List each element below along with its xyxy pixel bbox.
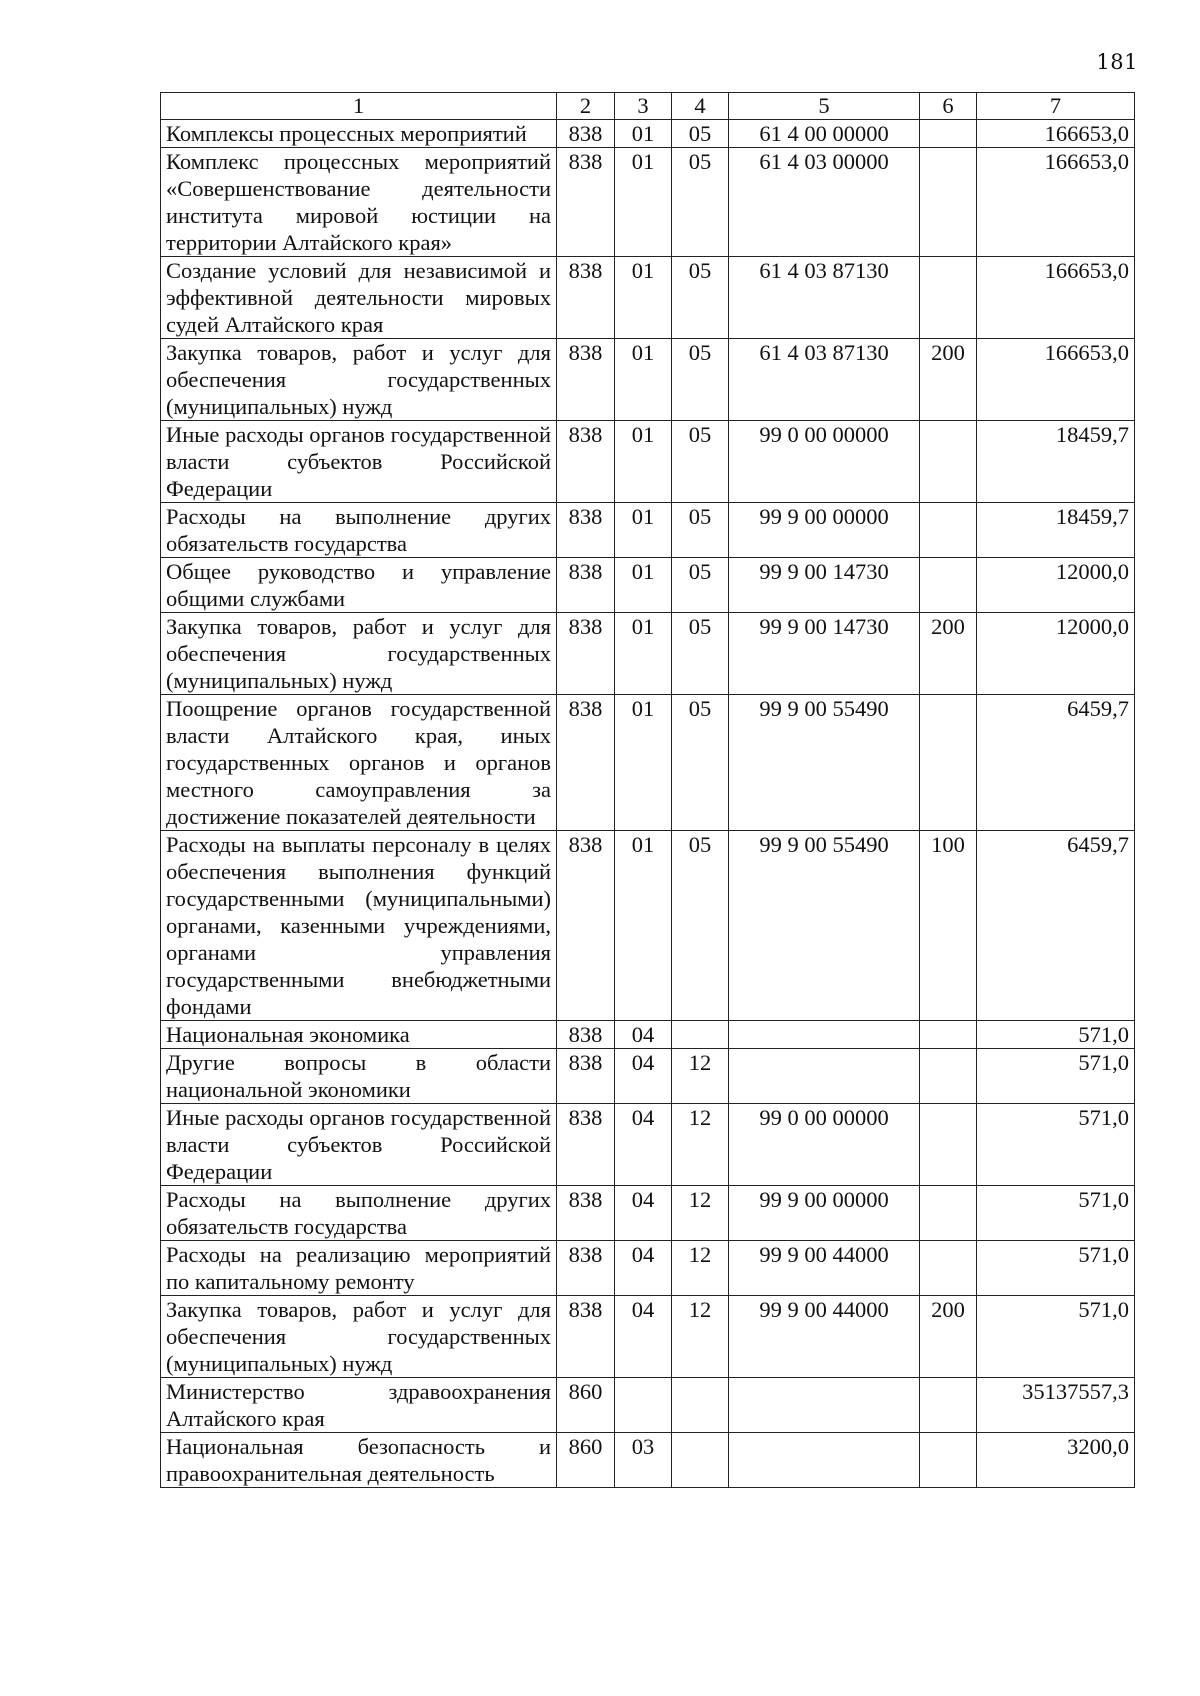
row-amount-cell: 18459,7 xyxy=(977,503,1135,558)
row-name-cell: Иные расходы органов государственной власти субъектов Российской Федерации xyxy=(161,1104,557,1186)
row-type-cell xyxy=(920,1378,977,1433)
table-row xyxy=(161,148,1135,257)
row-subsection-cell: 05 xyxy=(672,695,729,831)
row-code-cell: 838 xyxy=(557,558,615,613)
row-amount-cell: 166653,0 xyxy=(977,120,1135,148)
row-section-cell: 03 xyxy=(615,1433,672,1488)
row-code-cell: 838 xyxy=(557,339,615,421)
row-code-cell: 860 xyxy=(557,1378,615,1433)
table-row xyxy=(161,1433,1135,1488)
row-section-cell: 01 xyxy=(615,339,672,421)
row-name-cell: Создание условий для независимой и эффективной деятельности мировых судей Алтайского края xyxy=(161,257,557,339)
row-target-cell: 61 4 03 00000 xyxy=(729,148,920,257)
row-section-cell: 01 xyxy=(615,257,672,339)
row-name-cell: Закупка товаров, работ и услуг для обеспечения государственных (муниципальных) нужд xyxy=(161,1296,557,1378)
row-amount-cell: 3200,0 xyxy=(977,1433,1135,1488)
row-name-cell: Комплексы процессных мероприятий xyxy=(161,120,557,148)
row-subsection-cell xyxy=(672,1433,729,1488)
row-amount-cell: 6459,7 xyxy=(977,831,1135,1021)
row-subsection-cell: 05 xyxy=(672,503,729,558)
table-row xyxy=(161,421,1135,503)
row-amount-cell: 35137557,3 xyxy=(977,1378,1135,1433)
row-name-cell: Национальная экономика xyxy=(161,1021,557,1049)
row-amount-cell: 6459,7 xyxy=(977,695,1135,831)
row-subsection-cell: 12 xyxy=(672,1104,729,1186)
table-row xyxy=(161,558,1135,613)
row-name-cell: Иные расходы органов государственной власти субъектов Российской Федерации xyxy=(161,421,557,503)
row-section-cell: 04 xyxy=(615,1104,672,1186)
row-code-cell: 838 xyxy=(557,421,615,503)
row-code-cell: 838 xyxy=(557,1049,615,1104)
row-name-cell: Комплекс процессных мероприятий «Совершенствование деятельности института мировой юстиции на территории Алтайского края» xyxy=(161,148,557,257)
column-header-4: 4 xyxy=(672,93,729,120)
row-code-cell: 838 xyxy=(557,257,615,339)
row-subsection-cell: 05 xyxy=(672,831,729,1021)
row-section-cell: 01 xyxy=(615,695,672,831)
header-row xyxy=(161,93,1135,120)
table-row xyxy=(161,831,1135,1021)
row-section-cell: 01 xyxy=(615,148,672,257)
row-name-cell: Закупка товаров, работ и услуг для обеспечения государственных (муниципальных) нужд xyxy=(161,613,557,695)
row-subsection-cell: 05 xyxy=(672,421,729,503)
row-target-cell: 99 9 00 44000 xyxy=(729,1296,920,1378)
row-section-cell: 01 xyxy=(615,558,672,613)
row-target-cell: 61 4 00 00000 xyxy=(729,120,920,148)
row-target-cell: 99 9 00 00000 xyxy=(729,1186,920,1241)
row-section-cell: 04 xyxy=(615,1296,672,1378)
column-header-6: 6 xyxy=(920,93,977,120)
row-code-cell: 838 xyxy=(557,1296,615,1378)
row-code-cell: 838 xyxy=(557,831,615,1021)
row-target-cell: 99 9 00 55490 xyxy=(729,695,920,831)
row-type-cell: 200 xyxy=(920,1296,977,1378)
column-header-3: 3 xyxy=(615,93,672,120)
row-target-cell: 99 9 00 55490 xyxy=(729,831,920,1021)
row-section-cell: 01 xyxy=(615,503,672,558)
row-amount-cell: 571,0 xyxy=(977,1296,1135,1378)
row-amount-cell: 166653,0 xyxy=(977,257,1135,339)
row-type-cell xyxy=(920,257,977,339)
table-row xyxy=(161,1378,1135,1433)
row-target-cell xyxy=(729,1433,920,1488)
row-subsection-cell: 05 xyxy=(672,558,729,613)
column-header-5: 5 xyxy=(729,93,920,120)
row-type-cell xyxy=(920,120,977,148)
budget-table xyxy=(160,92,1135,1488)
table-header xyxy=(161,93,1135,120)
row-amount-cell: 166653,0 xyxy=(977,148,1135,257)
table-row xyxy=(161,613,1135,695)
table-row xyxy=(161,1296,1135,1378)
row-section-cell: 01 xyxy=(615,120,672,148)
table-row xyxy=(161,1241,1135,1296)
row-target-cell: 61 4 03 87130 xyxy=(729,257,920,339)
row-code-cell: 838 xyxy=(557,120,615,148)
row-code-cell: 838 xyxy=(557,1104,615,1186)
row-section-cell: 01 xyxy=(615,421,672,503)
row-type-cell xyxy=(920,695,977,831)
row-amount-cell: 166653,0 xyxy=(977,339,1135,421)
row-type-cell xyxy=(920,503,977,558)
row-subsection-cell xyxy=(672,1021,729,1049)
row-code-cell: 860 xyxy=(557,1433,615,1488)
table-row xyxy=(161,257,1135,339)
row-amount-cell: 571,0 xyxy=(977,1104,1135,1186)
row-name-cell: Общее руководство и управление общими службами xyxy=(161,558,557,613)
row-type-cell: 200 xyxy=(920,339,977,421)
row-name-cell: Расходы на выполнение других обязательств государства xyxy=(161,1186,557,1241)
row-subsection-cell xyxy=(672,1378,729,1433)
row-target-cell: 99 0 00 00000 xyxy=(729,421,920,503)
row-subsection-cell: 05 xyxy=(672,257,729,339)
row-type-cell xyxy=(920,1433,977,1488)
row-type-cell: 100 xyxy=(920,831,977,1021)
row-amount-cell: 571,0 xyxy=(977,1186,1135,1241)
row-section-cell: 01 xyxy=(615,831,672,1021)
row-type-cell xyxy=(920,1049,977,1104)
row-subsection-cell: 12 xyxy=(672,1241,729,1296)
row-section-cell xyxy=(615,1378,672,1433)
table-row xyxy=(161,695,1135,831)
row-name-cell: Расходы на выплаты персоналу в целях обеспечения выполнения функций государственными (муниципальными) органами, казенными учреждениями, органами управления государственными внебюджетными фондами xyxy=(161,831,557,1021)
row-name-cell: Поощрение органов государственной власти Алтайского края, иных государственных органов и органов местного самоуправления за достижение показателей деятельности xyxy=(161,695,557,831)
row-type-cell xyxy=(920,1186,977,1241)
table-row xyxy=(161,1104,1135,1186)
row-subsection-cell: 05 xyxy=(672,613,729,695)
row-target-cell: 99 9 00 14730 xyxy=(729,558,920,613)
row-type-cell xyxy=(920,148,977,257)
row-subsection-cell: 05 xyxy=(672,148,729,257)
row-code-cell: 838 xyxy=(557,695,615,831)
row-name-cell: Закупка товаров, работ и услуг для обеспечения государственных (муниципальных) нужд xyxy=(161,339,557,421)
row-code-cell: 838 xyxy=(557,148,615,257)
row-section-cell: 01 xyxy=(615,613,672,695)
row-type-cell xyxy=(920,1104,977,1186)
row-target-cell xyxy=(729,1021,920,1049)
row-amount-cell: 12000,0 xyxy=(977,558,1135,613)
row-target-cell xyxy=(729,1378,920,1433)
table-row xyxy=(161,1186,1135,1241)
row-code-cell: 838 xyxy=(557,1186,615,1241)
row-target-cell: 99 9 00 44000 xyxy=(729,1241,920,1296)
row-name-cell: Министерство здравоохранения Алтайского края xyxy=(161,1378,557,1433)
row-subsection-cell: 12 xyxy=(672,1186,729,1241)
row-code-cell: 838 xyxy=(557,1021,615,1049)
row-amount-cell: 18459,7 xyxy=(977,421,1135,503)
row-amount-cell: 571,0 xyxy=(977,1241,1135,1296)
page-number: 181 xyxy=(1096,50,1138,74)
table-row xyxy=(161,503,1135,558)
row-amount-cell: 571,0 xyxy=(977,1049,1135,1104)
row-target-cell xyxy=(729,1049,920,1104)
row-amount-cell: 571,0 xyxy=(977,1021,1135,1049)
row-section-cell: 04 xyxy=(615,1021,672,1049)
column-header-1: 1 xyxy=(161,93,557,120)
row-section-cell: 04 xyxy=(615,1049,672,1104)
row-code-cell: 838 xyxy=(557,503,615,558)
column-header-2: 2 xyxy=(557,93,615,120)
row-type-cell xyxy=(920,1241,977,1296)
column-header-7: 7 xyxy=(977,93,1135,120)
row-subsection-cell: 12 xyxy=(672,1049,729,1104)
row-type-cell xyxy=(920,558,977,613)
row-type-cell: 200 xyxy=(920,613,977,695)
table-row xyxy=(161,339,1135,421)
table-body xyxy=(161,120,1135,1488)
table-row xyxy=(161,1049,1135,1104)
row-type-cell xyxy=(920,421,977,503)
row-section-cell: 04 xyxy=(615,1186,672,1241)
row-section-cell: 04 xyxy=(615,1241,672,1296)
table-row xyxy=(161,1021,1135,1049)
row-target-cell: 61 4 03 87130 xyxy=(729,339,920,421)
row-subsection-cell: 05 xyxy=(672,120,729,148)
row-code-cell: 838 xyxy=(557,613,615,695)
row-target-cell: 99 9 00 00000 xyxy=(729,503,920,558)
table-row xyxy=(161,120,1135,148)
row-code-cell: 838 xyxy=(557,1241,615,1296)
row-name-cell: Расходы на реализацию мероприятий по капитальному ремонту xyxy=(161,1241,557,1296)
row-subsection-cell: 12 xyxy=(672,1296,729,1378)
row-name-cell: Расходы на выполнение других обязательств государства xyxy=(161,503,557,558)
row-type-cell xyxy=(920,1021,977,1049)
row-target-cell: 99 0 00 00000 xyxy=(729,1104,920,1186)
row-name-cell: Национальная безопасность и правоохранительная деятельность xyxy=(161,1433,557,1488)
row-amount-cell: 12000,0 xyxy=(977,613,1135,695)
row-subsection-cell: 05 xyxy=(672,339,729,421)
row-target-cell: 99 9 00 14730 xyxy=(729,613,920,695)
row-name-cell: Другие вопросы в области национальной экономики xyxy=(161,1049,557,1104)
